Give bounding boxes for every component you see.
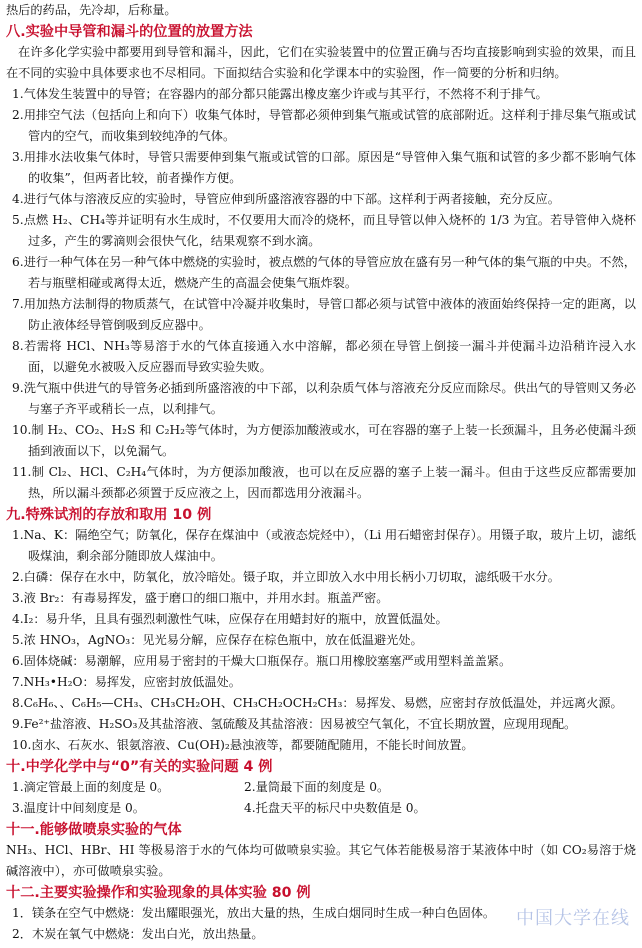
section-11-paragraph: NH₃、HCl、HBr、HI 等极易溶于水的气体均可做喷泉实验。其它气体若能极易溶于某液体中时（如 CO₂易溶于烧碱溶液中），亦可做喷泉实验。 <box>6 843 636 878</box>
list-item: 5.点燃 H₂、CH₄等并证明有水生成时，不仅要用大而冷的烧杯，而且导管以伸入烧杯的 1/3 为宜。若导管伸入烧杯过多，产生的雾滴则会很快气化，结果观察不到水滴。 <box>12 213 636 248</box>
section-10-row <box>6 798 636 819</box>
list-item: 2．木炭在氧气中燃烧：发出白光，放出热量。 <box>12 927 264 941</box>
list-item: 9.Fe²⁺盐溶液、H₂SO₃及其盐溶液、氢硫酸及其盐溶液：因易被空气氧化，不宜长期放置，应现用现配。 <box>12 717 577 731</box>
list-item: 3.液 Br₂：有毒易挥发，盛于磨口的细口瓶中，并用水封。瓶盖严密。 <box>12 591 389 605</box>
list-item: 4.I₂：易升华，且具有强烈刺激性气味，应保存在用蜡封好的瓶中，放置低温处。 <box>12 612 448 626</box>
list-item: 7.用加热方法制得的物质蒸气，在试管中冷凝并收集时，导管口都必须与试管中液体的液面始终保持一定的距离，以防止液体经导管倒吸到反应器中。 <box>12 297 636 332</box>
list-item: 5.浓 HNO₃，AgNO₃：见光易分解，应保存在棕色瓶中，放在低温避光处。 <box>12 633 423 647</box>
list-item: 8.若需将 HCl、NH₃等易溶于水的气体直接通入水中溶解，都必须在导管上倒接一漏斗并使漏斗边沿稍许浸入水面，以避免水被吸入反应器而导致实验失败。 <box>12 339 636 374</box>
section-9-title: 九.特殊试剂的存放和取用 10 例 <box>6 507 212 523</box>
list-item: 1.气体发生装置中的导管；在容器内的部分都只能露出橡皮塞少许或与其平行，不然将不利于排气。 <box>12 87 548 101</box>
list-item: 10.制 H₂、CO₂、H₂S 和 C₂H₂等气体时，为方便添加酸液或水，可在容器的塞子上装一长颈漏斗，且务必使漏斗颈插到液面以下，以免漏气。 <box>12 423 636 458</box>
section-8-paragraph: 在许多化学实验中都要用到导管和漏斗，因此，它们在实验装置中的位置正确与否均直接影响到实验的效果，而且在不同的实验中具体要求也不尽相同。下面拟结合实验和化学课本中的实验图，作一简要的分析和归纳。 <box>6 45 636 80</box>
list-item: 9.洗气瓶中供进气的导管务必插到所盛溶液的中下部，以利杂质气体与溶液充分反应而除尽。供出气的导管则又务必与塞子齐平或稍长一点，以利排气。 <box>12 381 636 416</box>
list-item: 2.白磷：保存在水中，防氧化，放冷暗处。镊子取，并立即放入水中用长柄小刀切取，滤纸吸干水分。 <box>12 570 560 584</box>
zero-item: 2.量筒最下面的刻度是 0。 <box>244 780 390 794</box>
list-item: 10.卤水、石灰水、银氨溶液、Cu(OH)₂悬浊液等，都要随配随用，不能长时间放置。 <box>12 738 474 752</box>
section-9-list <box>6 525 636 756</box>
list-item: 6.进行一种气体在另一种气体中燃烧的实验时，被点燃的气体的导管应放在盛有另一种气体的集气瓶的中央。不然，若与瓶壁相碰或离得太近，燃烧产生的高温会使集气瓶炸裂。 <box>12 255 636 290</box>
zero-item: 3.温度计中间刻度是 0。 <box>12 801 145 815</box>
section-8-list <box>6 84 636 504</box>
watermark-logo: 中国大学在线 <box>516 908 630 929</box>
list-item: 6.固体烧碱：易潮解，应用易于密封的干燥大口瓶保存。瓶口用橡胶塞塞严或用塑料盖盖紧。 <box>12 654 512 668</box>
intro-line: 热后的药品，先冷却，后称量。 <box>6 3 177 17</box>
section-12-title: 十二.主要实验操作和实验现象的具体实验 80 例 <box>6 885 311 901</box>
list-item: 3.用排水法收集气体时，导管只需要伸到集气瓶或试管的口部。原因是“导管伸入集气瓶和试管的多少都不影响气体的收集”，但两者比较，前者操作方便。 <box>12 150 636 185</box>
list-item: 7.NH₃•H₂O：易挥发，应密封放低温处。 <box>12 675 241 689</box>
list-item: 8.C₆H₆、、C₆H₅—CH₃、CH₃CH₂OH、CH₃CH₂OCH₂CH₃：易挥发、易燃，应密封存放低温处，并远离火源。 <box>12 696 623 710</box>
list-item: 4.进行气体与溶液反应的实验时，导管应伸到所盛溶液容器的中下部。这样利于两者接触，充分反应。 <box>12 192 560 206</box>
section-11-title: 十一.能够做喷泉实验的气体 <box>6 822 182 838</box>
list-item: 1.Na、K：隔绝空气；防氧化，保存在煤油中（或液态烷烃中），（Li 用石蜡密封保存）。用镊子取，玻片上切，滤纸吸煤油，剩余部分随即放人煤油中。 <box>12 528 636 563</box>
zero-item: 1.滴定管最上面的刻度是 0。 <box>12 780 170 794</box>
list-item: 1．镁条在空气中燃烧：发出耀眼强光，放出大量的热，生成白烟同时生成一种白色固体。 <box>12 906 496 920</box>
list-item: 2.用排空气法（包括向上和向下）收集气体时，导管都必须伸到集气瓶或试管的底部附近。这样利于排尽集气瓶或试管内的空气，而收集到较纯净的气体。 <box>12 108 636 143</box>
zero-item: 4.托盘天平的标尺中央数值是 0。 <box>244 801 426 815</box>
section-10-title: 十.中学化学中与“0”有关的实验问题 4 例 <box>6 759 273 775</box>
list-item: 11.制 Cl₂、HCl、C₂H₄气体时，为方便添加酸液，也可以在反应器的塞子上装一漏斗。但由于这些反应都需要加热，所以漏斗颈都必须置于反应液之上，因而都选用分液漏斗。 <box>12 465 636 500</box>
section-10-row <box>6 777 636 798</box>
section-8-title: 八.实验中导管和漏斗的位置的放置方法 <box>6 24 253 40</box>
